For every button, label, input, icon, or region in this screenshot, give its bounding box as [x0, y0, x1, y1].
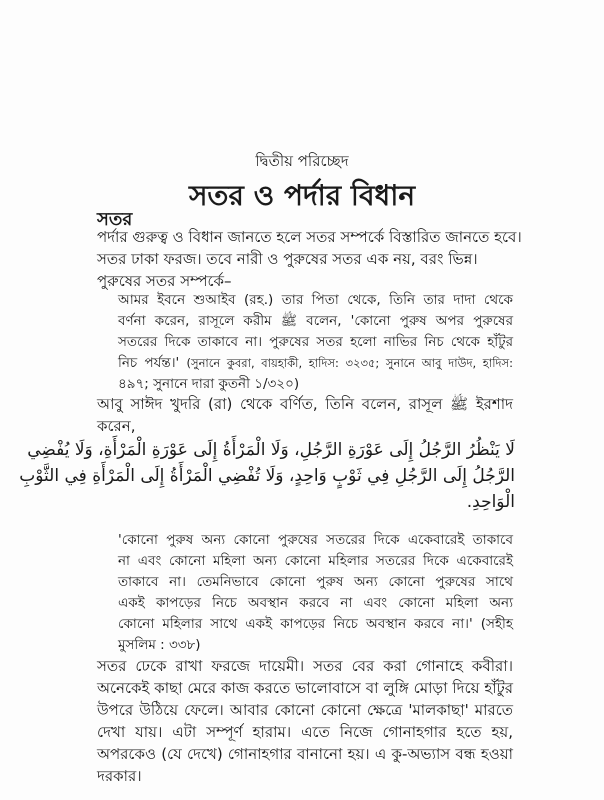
arabic-line: لَا يَنْظُرُ الرَّجُلُ إِلَى عَوْرَةِ الرَّجُلِ، وَلَا الْمَرْأَةُ إِلَى عَوْرَةِ الْمَرْأَةِ، وَلَا يُفْضِي — [27, 440, 515, 460]
text-line: পর্দার গুরুত্ব ও বিধান জানতে হলে সতর সম্পর্কে বিস্তারিত জানতে হবে। — [97, 228, 522, 246]
text-line: দরকার। — [97, 767, 142, 785]
text-line: একই কাপড়ের নিচে অবস্থান করবে না এবং কোনো মহিলা অন্য — [118, 595, 513, 611]
quote-text: নিচ পর্যন্ত।' — [118, 355, 180, 371]
intro-paragraph — [97, 226, 522, 292]
text-line: পুরুষের সতর সম্পর্কে– — [97, 272, 232, 290]
text-line: না এবং কোনো মহিলা অন্য কোনো মহিলার সতরের দিকে একেবারেই — [118, 553, 513, 569]
arabic-line: الْوَاحِدِ. — [466, 492, 515, 512]
hadith-translation — [118, 530, 513, 656]
chapter-title: সতর ও পর্দার বিধান — [188, 179, 416, 212]
text-line: অপরকেও (যে দেখে) গোনাহগার বানানো হয়। এ কু-অভ্যাস বন্ধ হওয়া — [97, 745, 513, 763]
text-line: আবু সাঈদ খুদরি (রা) থেকে বর্ণিত, তিনি বলেন, রাসূল ﷺ ইরশাদ — [97, 395, 513, 413]
closing-paragraph — [97, 655, 513, 787]
text-line: 'কোনো পুরুষ অন্য কোনো পুরুষের সতরের দিকে একেবারেই তাকাবে — [118, 532, 513, 548]
text-line: তাকাবে না। তেমনিভাবে কোনো পুরুষ অন্য কোনো পুরুষের সাথে — [118, 574, 513, 590]
arabic-line: الرَّجُلُ إِلَى الرَّجُلِ فِي ثَوْبٍ وَاحِدٍ، وَلَا تُفْضِي الْمَرْأَةُ إِلَى الْمَرْأَةِ فِي الثَّوْبِ — [19, 466, 515, 486]
hadith-intro — [97, 393, 513, 437]
text-line: উপরে উঠিয়ে ফেলে। আবার কোনো কোনো ক্ষেত্রে 'মালকাছা' মারতে — [97, 701, 513, 719]
reference-citation: ৪৯৭; সুনানে দারা কুতনী ১/৩২০) — [118, 376, 300, 392]
text-line: সতর ঢাকা ফরজ। তবে নারী ও পুরুষের সতর এক নয়, বরং ভিন্ন। — [97, 250, 478, 268]
text-line — [118, 353, 513, 374]
text-line: সতরের দিকে তাকাবে না। পুরুষের সতর হলো নাভির নিচ থেকে হাঁটুর — [118, 334, 513, 350]
text-line: আমর ইবনে শুআইব (রহ.) তার পিতা থেকে, তিনি তার দাদা থেকে — [118, 292, 513, 308]
chapter-label: দ্বিতীয় পরিচ্ছেদ — [255, 152, 349, 170]
section-heading: সতর — [97, 209, 133, 230]
text-line: মুসলিম : ৩৩৮) — [118, 637, 201, 653]
arabic-hadith — [19, 437, 515, 515]
text-line: সতর ঢেকে রাখা ফরজে দায়েমী। সতর বের করা গোনাহে কবীরা। — [97, 657, 513, 675]
hadith-quote-1 — [118, 290, 513, 395]
text-line: বর্ণনা করেন, রাসূলে করীম ﷺ বলেন, 'কোনো পুরুষ অপর পুরুষের — [118, 313, 514, 329]
text-line: অনেকেই কাছা মেরে কাজ করতে ভালোবাসে বা লুঙ্গি মোড়া দিয়ে হাঁটুর — [97, 679, 513, 697]
reference-citation: (সুনানে কুবরা, বায়হাকী, হাদিস: ৩২৩৫; সুনানে আবু দাউদ, হাদিস: — [186, 356, 513, 370]
text-line: করেন, — [97, 417, 136, 435]
text-line: দেখা যায়। এটা সম্পূর্ণ হারাম। এতে নিজে গোনাহগার হতে হয়, — [97, 723, 513, 741]
text-line: কোনো মহিলার সাথে একই কাপড়ের নিচে অবস্থান করবে না।' (সহীহ — [118, 616, 513, 632]
